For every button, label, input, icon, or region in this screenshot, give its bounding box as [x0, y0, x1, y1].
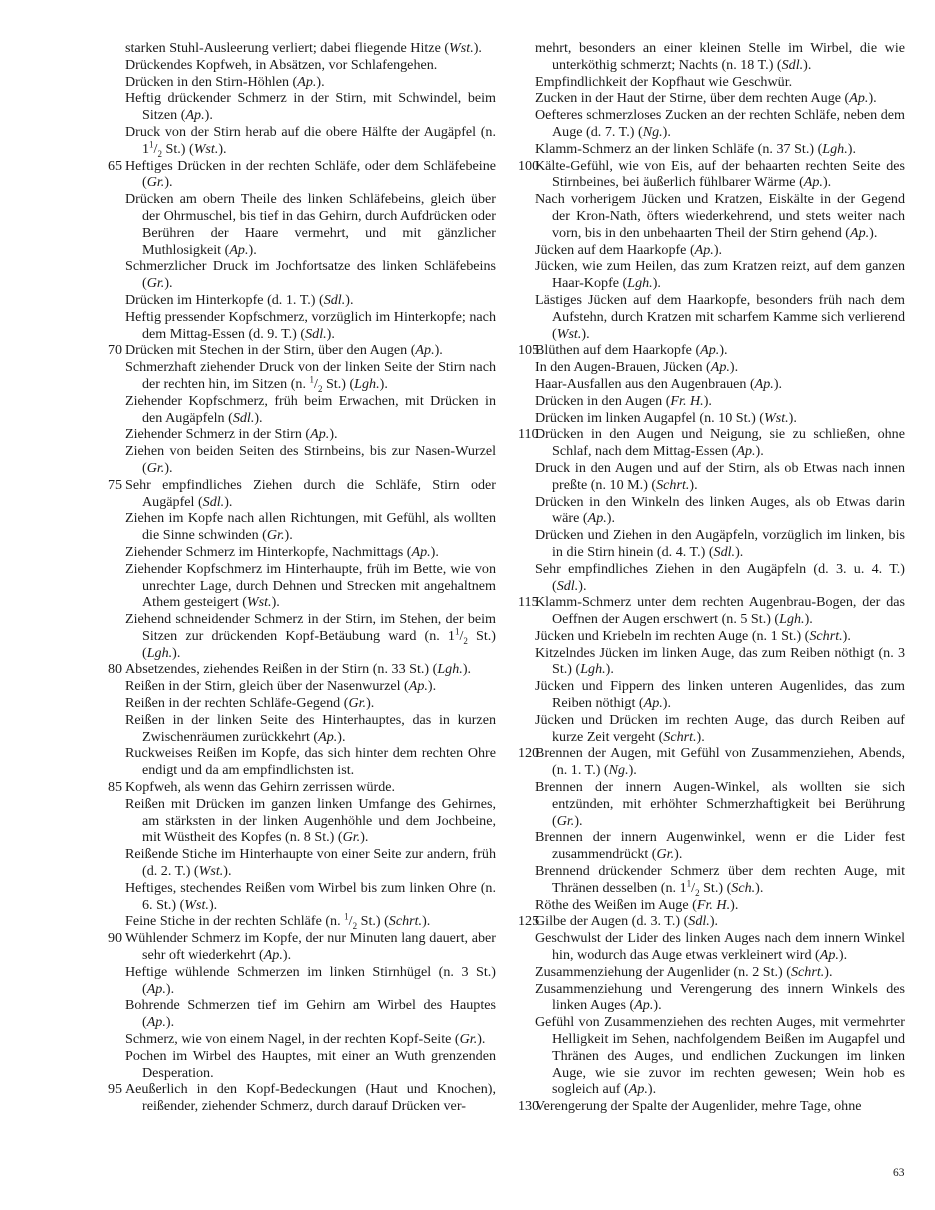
entry-line: [108, 712, 496, 746]
entry-line: [108, 510, 496, 544]
entry-text: Feine Stiche in der rechten Schläfe (n. $^1/_2$ St.) (Schrt.).: [125, 911, 431, 932]
numbered-entry: [108, 1081, 496, 1115]
entry-text: Reißen in der Stirn, gleich über der Nasenwurzel (Ap.).: [125, 678, 437, 695]
entry-text: Blüthen auf dem Haarkopfe (Ap.).: [535, 342, 728, 359]
entry-line: [108, 40, 496, 57]
entry-line: [108, 1048, 496, 1082]
entry-line: [518, 90, 905, 107]
numbered-entry: [108, 477, 496, 511]
entry-text: Jücken auf dem Haarkopfe (Ap.).: [535, 241, 723, 258]
entry-line: [518, 527, 905, 561]
entry-line: [518, 141, 905, 158]
entry-line: [518, 561, 905, 595]
numbered-entry: [518, 1098, 905, 1115]
entry-line: [518, 359, 905, 376]
entry-text: Jücken und Kriebeln im rechten Auge (n. 1 St.) (Schrt.).: [535, 627, 851, 644]
entry-line: [518, 191, 905, 241]
entry-line: [108, 359, 496, 393]
entry-text: Gefühl von Zusammenziehen des rechten Auges, mit vermehrter Helligkeit im Sehen, nachfolgendem Beißen im Augapfel und Thränen des Auges, und endlichen Zuckungen im linken Auge, wie sie zuvor im rechten gewesen; Wein hob es sogleich auf (Ap.).: [535, 1014, 905, 1098]
entry-line: [518, 494, 905, 528]
entry-text: Geschwulst der Lider des linken Auges nach dem innern Winkel hin, wodurch das Auge etwas verkleinert wird (Ap.).: [535, 930, 905, 964]
entry-line: [518, 645, 905, 679]
entry-line: [108, 695, 496, 712]
entry-text: Reißen mit Drücken im ganzen linken Umfange des Gehirnes, am stärksten in der linken Augenhöhle und dem Jochbeine, mit Wüstheit des Kopfes (n. 8 St.) (Gr.).: [125, 795, 496, 846]
entry-number: 105: [518, 342, 540, 359]
numbered-entry: [108, 158, 496, 192]
entry-text: Ziehen von beiden Seiten des Stirnbeins, bis zur Nasen-Wurzel (Gr.).: [125, 443, 496, 476]
right-column: [518, 40, 905, 1115]
entry-text: starken Stuhl-Ausleerung verliert; dabei fliegende Hitze (Wst.).: [125, 40, 482, 56]
entry-line: [518, 897, 905, 914]
entry-number: 125: [518, 913, 540, 930]
entry-text: Kitzelndes Jücken im linken Auge, das zum Reiben nöthigt (n. 3 St.) (Lgh.).: [535, 644, 905, 678]
entry-text: Röthe des Weißen im Auge (Fr. H.).: [535, 896, 739, 913]
numbered-entry: [108, 779, 496, 796]
entry-line: [518, 1014, 905, 1098]
entry-text: Kälte-Gefühl, wie von Eis, auf der behaarten rechten Seite des Stirnbeines, bei äußerlich fühlbarer Wärme (Ap.).: [535, 157, 905, 191]
entry-line: [108, 611, 496, 661]
entry-text: Zucken in der Haut der Stirne, über dem rechten Auge (Ap.).: [535, 90, 877, 107]
entry-line: [518, 393, 905, 410]
entry-line: [518, 829, 905, 863]
entry-line: [108, 745, 496, 779]
entry-text: Heftig drückender Schmerz in der Stirn, mit Schwindel, beim Sitzen (Ap.).: [125, 90, 496, 124]
entry-text: Wühlender Schmerz im Kopfe, der nur Minuten lang dauert, aber sehr oft wiederkehrt (Ap.).: [125, 930, 496, 964]
entry-line: [518, 107, 905, 141]
entry-line: [518, 779, 905, 829]
entry-line: [518, 628, 905, 645]
entry-text: Ziehen im Kopfe nach allen Richtungen, mit Gefühl, als wollten die Sinne schwinden (Gr.).: [125, 510, 496, 544]
entry-text: Schmerzhaft ziehender Druck von der linken Seite der Stirn nach der rechten hin, im Sitzen (n. $^1/_2$ St.) (Lgh.).: [125, 359, 496, 394]
entry-text: Schmerzlicher Druck im Jochfortsatze des linken Schläfebeins (Gr.).: [125, 258, 496, 292]
entry-text: Reißen in der rechten Schläfe-Gegend (Gr.).: [125, 695, 375, 712]
entry-text: Sehr empfindliches Ziehen in den Augäpfeln (d. 3. u. 4. T.) (Sdl.).: [535, 560, 905, 594]
entry-line: [108, 846, 496, 880]
entry-text: Ruckweises Reißen im Kopfe, das sich hinter dem rechten Ohre endigt und da am empfindlichsten ist.: [125, 745, 496, 779]
entry-line: [518, 292, 905, 342]
entry-number: 80: [108, 661, 123, 678]
entry-text: Aeußerlich in den Kopf-Bedeckungen (Haut und Knochen), reißender, ziehender Schmerz, durch darauf Drücken ver-: [125, 1081, 496, 1115]
numbered-entry: [108, 930, 496, 964]
entry-text: Brennen der innern Augenwinkel, wenn er die Lider fest zusammendrückt (Gr.).: [535, 829, 905, 863]
entry-line: [108, 964, 496, 998]
entry-text: Ziehender Schmerz im Hinterkopfe, Nachmittags (Ap.).: [125, 543, 439, 560]
entry-text: Absetzendes, ziehendes Reißen in der Stirn (n. 33 St.) (Lgh.).: [125, 661, 472, 678]
entry-text: Oefteres schmerzloses Zucken an der rechten Schläfe, neben dem Auge (d. 7. T.) (Ng.).: [535, 107, 905, 140]
entry-text: Drücken am obern Theile des linken Schläfebeins, gleich über der Ohrmuschel, bis tief in das Gehirn, durch Aufdrücken oder Berühren der Haare vermehrt, und mit gänzlicher Muthlosigkeit (Ap.).: [125, 191, 496, 258]
numbered-entry: [518, 745, 905, 779]
entry-text: Drücken in den Augen (Fr. H.).: [535, 392, 712, 409]
entry-text: Nach vorherigem Jücken und Kratzen, Eiskälte in der Gegend der Kron-Nath, öfters wiederkehrend, und stets weiter nach vorn, bis in den unbehaarten Theil der Stirn gehend (Ap.).: [535, 191, 905, 241]
entry-text: In den Augen-Brauen, Jücken (Ap.).: [535, 359, 739, 376]
entry-text: Sehr empfindliches Ziehen durch die Schläfe, Stirn oder Augäpfel (Sdl.).: [125, 476, 496, 510]
entry-number: 110: [518, 426, 539, 443]
entry-text: Zusammenziehung der Augenlider (n. 2 St.) (Schrt.).: [535, 963, 833, 980]
entry-text: Brennen der Augen, mit Gefühl von Zusammenziehen, Abends, (n. 1. T.) (Ng.).: [535, 745, 905, 779]
entry-text: Jücken und Drücken im rechten Auge, das durch Reiben auf kurze Zeit vergeht (Schrt.).: [535, 711, 905, 745]
entry-text: Drückendes Kopfweh, in Absätzen, vor Schlafengehen.: [125, 56, 438, 73]
entry-line: [518, 863, 905, 897]
entry-text: Ziehend schneidender Schmerz in der Stirn, im Stehen, der beim Sitzen zur drückenden Kopf-Betäubung ward (n. $1^1/_2$ St.) (Lgh.).: [125, 611, 496, 661]
entry-text: Empfindlichkeit der Kopfhaut wie Geschwür.: [535, 73, 793, 90]
numbered-entry: [518, 913, 905, 930]
numbered-entry: [108, 342, 496, 359]
entry-number: 115: [518, 594, 539, 611]
entry-line: [108, 90, 496, 124]
entry-line: [518, 678, 905, 712]
entry-text: Drücken im Hinterkopfe (d. 1. T.) (Sdl.).: [125, 291, 354, 308]
entry-text: Drücken im linken Augapfel (n. 10 St.) (Wst.).: [535, 409, 797, 426]
entry-text: Jücken und Fippern des linken unteren Augenlides, das zum Reiben nöthigt (Ap.).: [535, 678, 905, 712]
entry-number: 85: [108, 779, 123, 796]
entry-line: [518, 410, 905, 427]
entry-line: [108, 124, 496, 158]
entry-line: [108, 57, 496, 74]
entry-text: Reißende Stiche im Hinterhaupte von einer Seite zur andern, früh (d. 2. T.) (Wst.).: [125, 846, 496, 880]
entry-number: 95: [108, 1081, 123, 1098]
entry-number: 70: [108, 342, 123, 359]
entry-text: Brennen der innern Augen-Winkel, als wollten sie sich entzünden, mit erhöhter Schmerzhaftigkeit bei Berührung (Gr.).: [535, 779, 905, 829]
entry-text: Heftiges, stechendes Reißen vom Wirbel bis zum linken Ohre (n. 6. St.) (Wst.).: [125, 879, 496, 913]
entry-text: Druck in den Augen und auf der Stirn, als ob Etwas nach innen preßte (n. 10 M.) (Schrt.).: [535, 459, 905, 493]
entry-line: [518, 376, 905, 393]
entry-text: Bohrende Schmerzen tief im Gehirn am Wirbel des Hauptes (Ap.).: [125, 997, 496, 1031]
entry-number: 90: [108, 930, 123, 947]
entry-line: [518, 964, 905, 981]
entry-text: Drücken und Ziehen in den Augäpfeln, vorzüglich im linken, bis in die Stirn hinein (d. 4. T.) (Sdl.).: [535, 527, 905, 560]
entry-text: Reißen in der linken Seite des Hinterhauptes, das in kurzen Zwischenräumen zurückkehrt (Ap.).: [125, 711, 496, 745]
entry-line: [108, 880, 496, 914]
entry-text: Schmerz, wie von einem Nagel, in der rechten Kopf-Seite (Gr.).: [125, 1031, 486, 1048]
numbered-entry: [518, 594, 905, 628]
entry-line: [518, 40, 905, 74]
entry-text: Heftige wühlende Schmerzen im linken Stirnhügel (n. 3 St.) (Ap.).: [125, 963, 496, 997]
entry-line: [108, 426, 496, 443]
entry-text: mehrt, besonders an einer kleinen Stelle im Wirbel, die wie unterköthig schmerzt; Nachts (n. 18 T.) (Sdl.).: [535, 40, 905, 73]
entry-text: Ziehender Kopfschmerz, früh beim Erwachen, mit Drücken in den Augäpfeln (Sdl.).: [125, 392, 496, 426]
entry-number: 100: [518, 157, 540, 174]
entry-line: [518, 981, 905, 1015]
entry-line: [518, 258, 905, 292]
entry-text: Lästiges Jücken auf dem Haarkopfe, besonders früh nach dem Aufstehn, durch Kratzen mit scharfem Kamme sich verlierend (Wst.).: [535, 291, 905, 342]
entry-text: Jücken, wie zum Heilen, das zum Kratzen reizt, auf dem ganzen Haar-Kopfe (Lgh.).: [535, 258, 905, 292]
numbered-entry: [108, 661, 496, 678]
entry-text: Heftig pressender Kopfschmerz, vorzüglich im Hinterkopfe; nach dem Mittag-Essen (d. 9. T.) (Sdl.).: [125, 308, 496, 342]
entry-line: [518, 74, 905, 91]
left-column: [108, 40, 496, 1115]
entry-number: 130: [518, 1098, 540, 1115]
page-number: 63: [893, 1167, 905, 1179]
entry-text: Drücken mit Stechen in der Stirn, über den Augen (Ap.).: [125, 342, 443, 359]
entry-line: [108, 191, 496, 258]
entry-line: [108, 258, 496, 292]
entry-line: [108, 544, 496, 561]
entry-text: Gilbe der Augen (d. 3. T.) (Sdl.).: [535, 913, 719, 930]
entry-text: Brennend drückender Schmerz über dem rechten Auge, mit Thränen desselben (n. $1^1/_2$ St.) (Sch.).: [535, 863, 905, 898]
entry-line: [108, 309, 496, 343]
numbered-entry: [518, 342, 905, 359]
entry-text: Zusammenziehung und Verengerung des innern Winkels des linken Auges (Ap.).: [535, 980, 905, 1014]
entry-number: 65: [108, 157, 123, 174]
entry-line: [108, 796, 496, 846]
entry-text: Heftiges Drücken in der rechten Schläfe, oder dem Schläfebeine (Gr.).: [125, 157, 496, 191]
entry-line: [108, 561, 496, 611]
entry-line: [108, 1031, 496, 1048]
entry-text: Kopfweh, als wenn das Gehirn zerrissen würde.: [125, 779, 396, 796]
entry-line: [108, 292, 496, 309]
entry-number: 75: [108, 476, 123, 493]
entry-line: [518, 930, 905, 964]
entry-line: [108, 913, 496, 930]
entry-text: Haar-Ausfallen aus den Augenbrauen (Ap.).: [535, 375, 783, 392]
entry-text: Ziehender Kopfschmerz im Hinterhaupte, früh im Bette, wie von unrechter Lage, durch Dehnen und Strecken mit angehaltnem Athem gesteigert (Wst.).: [125, 560, 496, 611]
entry-text: Klamm-Schmerz an der linken Schläfe (n. 37 St.) (Lgh.).: [535, 140, 856, 157]
entry-line: [108, 393, 496, 427]
entry-line: [518, 242, 905, 259]
entry-line: [108, 74, 496, 91]
entry-line: [108, 997, 496, 1031]
entry-text: Klamm-Schmerz unter dem rechten Augenbrau-Bogen, der das Oeffnen der Augen erschwert (n. 5 St.) (Lgh.).: [535, 594, 905, 628]
entry-line: [108, 678, 496, 695]
entry-line: [518, 460, 905, 494]
entry-text: Drücken in den Winkeln des linken Auges, als ob Etwas darin wäre (Ap.).: [535, 493, 905, 527]
numbered-entry: [518, 426, 905, 460]
entry-text: Pochen im Wirbel des Hauptes, mit einer an Wuth grenzenden Desperation.: [125, 1047, 496, 1081]
entry-line: [518, 712, 905, 746]
entry-line: [108, 443, 496, 477]
entry-text: Druck von der Stirn herab auf die obere Hälfte der Augäpfel (n. $1^1/_2$ St.) (Wst.).: [125, 123, 496, 159]
numbered-entry: [518, 158, 905, 192]
entry-number: 120: [518, 745, 540, 762]
entry-text: Ziehender Schmerz in der Stirn (Ap.).: [125, 426, 338, 443]
entry-text: Drücken in den Augen und Neigung, sie zu schließen, ohne Schlaf, nach dem Mittag-Essen (Ap.).: [535, 426, 905, 460]
entry-text: Drücken in den Stirn-Höhlen (Ap.).: [125, 73, 325, 90]
entry-text: Verengerung der Spalte der Augenlider, mehre Tage, ohne: [535, 1098, 862, 1115]
